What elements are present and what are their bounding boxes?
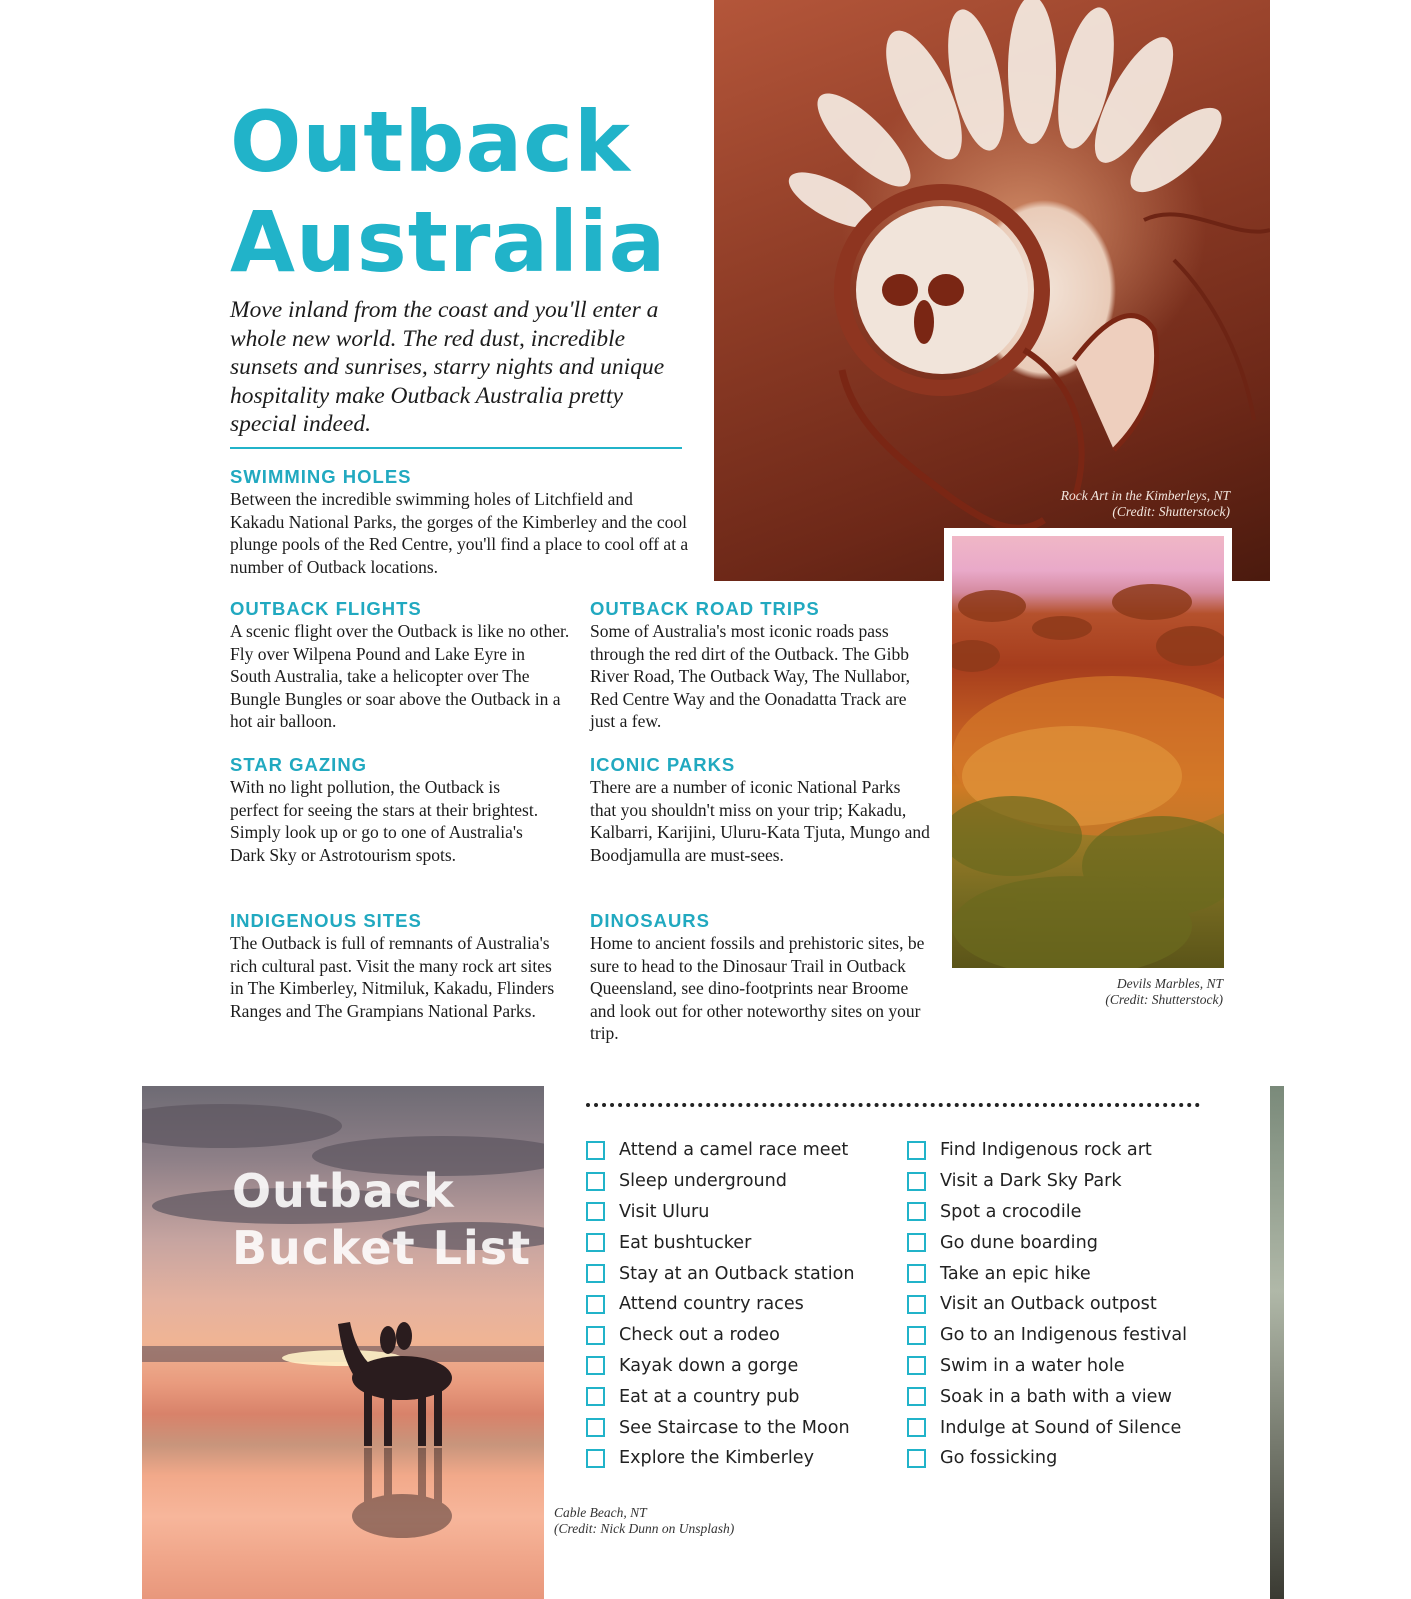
list-item[interactable] xyxy=(586,1135,896,1166)
checkbox[interactable] xyxy=(907,1387,926,1406)
checkbox[interactable] xyxy=(586,1233,605,1252)
section-heading: SWIMMING HOLES xyxy=(230,466,412,487)
list-item-label: Stay at an Outback station xyxy=(619,1263,855,1284)
list-item[interactable] xyxy=(907,1258,1217,1289)
checkbox[interactable] xyxy=(586,1326,605,1345)
checkbox[interactable] xyxy=(586,1172,605,1191)
checkbox[interactable] xyxy=(586,1449,605,1468)
caption-credit: (Credit: Nick Dunn on Unsplash) xyxy=(554,1521,735,1536)
bucket-list-title xyxy=(232,1163,531,1277)
list-item-label: Go to an Indigenous festival xyxy=(940,1325,1188,1346)
checkbox[interactable] xyxy=(907,1295,926,1314)
list-item-label: Eat bushtucker xyxy=(619,1232,752,1253)
section-body: A scenic flight over the Outback is like no other. Fly over Wilpena Pound and Lake Eyre in South Australia, take a helicopter over The Bungle Bungles or soar above the Outback in a hot air balloon. xyxy=(230,621,570,731)
dotted-divider xyxy=(586,1103,1200,1107)
checkbox[interactable] xyxy=(907,1172,926,1191)
section-body: The Outback is full of remnants of Australia's rich cultural past. Visit the many rock art sites in The Kimberley, Nitmiluk, Kakadu, Flinders Ranges and The Grampians National Parks. xyxy=(230,933,555,1021)
title-line-1: Outback xyxy=(230,93,631,191)
section-indigenous-sites xyxy=(230,910,560,1022)
caption-line: Rock Art in the Kimberleys, NT xyxy=(1060,488,1230,503)
list-item[interactable] xyxy=(907,1197,1217,1228)
section-body: Between the incredible swimming holes of Litchfield and Kakadu National Parks, the gorges of the Kimberley and the cool plunge pools of the Red Centre, you'll find a place to cool off at a number of Outback locations. xyxy=(230,489,689,577)
list-item-label: Go dune boarding xyxy=(940,1232,1098,1253)
list-item-label: Eat at a country pub xyxy=(619,1386,800,1407)
list-item-label: Indulge at Sound of Silence xyxy=(940,1417,1182,1438)
list-item[interactable] xyxy=(907,1443,1217,1474)
checkbox[interactable] xyxy=(907,1141,926,1160)
list-item[interactable] xyxy=(907,1289,1217,1320)
checkbox[interactable] xyxy=(586,1264,605,1283)
list-item-label: Attend a camel race meet xyxy=(619,1140,849,1161)
list-item-label: Sleep underground xyxy=(619,1171,787,1192)
checkbox[interactable] xyxy=(586,1387,605,1406)
cable-beach-caption xyxy=(554,1505,734,1537)
list-item-label: Visit a Dark Sky Park xyxy=(940,1171,1122,1192)
list-item[interactable] xyxy=(586,1351,896,1382)
caption-line: Devils Marbles, NT xyxy=(1116,976,1223,991)
list-item-label: See Staircase to the Moon xyxy=(619,1417,850,1438)
list-item[interactable] xyxy=(586,1227,896,1258)
list-item-label: Visit Uluru xyxy=(619,1201,710,1222)
list-item[interactable] xyxy=(907,1351,1217,1382)
bucket-title-line-2: Bucket List xyxy=(232,1221,532,1275)
checkbox[interactable] xyxy=(907,1202,926,1221)
rock-art-photo xyxy=(714,0,1270,581)
list-item[interactable] xyxy=(586,1166,896,1197)
adjacent-page-edge xyxy=(1270,1086,1284,1599)
checkbox[interactable] xyxy=(586,1418,605,1437)
list-item-label: Take an epic hike xyxy=(940,1263,1091,1284)
list-item-label: Visit an Outback outpost xyxy=(940,1294,1157,1315)
section-body: Home to ancient fossils and prehistoric sites, be sure to head to the Dinosaur Trail in Outback Queensland, see dino-footprints near Broome and look out for other noteworthy sites on your trip. xyxy=(590,933,925,1043)
list-item-label: Spot a crocodile xyxy=(940,1201,1082,1222)
bucket-list-right xyxy=(907,1135,1217,1474)
list-item-label: Check out a rodeo xyxy=(619,1325,780,1346)
title-line-2: Australia xyxy=(230,193,667,291)
list-item-label: Find Indigenous rock art xyxy=(940,1140,1152,1161)
list-item-label: Swim in a water hole xyxy=(940,1355,1125,1376)
list-item[interactable] xyxy=(586,1381,896,1412)
list-item-label: Soak in a bath with a view xyxy=(940,1386,1172,1407)
section-heading: OUTBACK ROAD TRIPS xyxy=(590,598,820,619)
list-item[interactable] xyxy=(586,1412,896,1443)
list-item[interactable] xyxy=(907,1320,1217,1351)
bucket-list-left xyxy=(586,1135,896,1474)
checkbox[interactable] xyxy=(907,1326,926,1345)
checkbox[interactable] xyxy=(907,1449,926,1468)
checkbox[interactable] xyxy=(586,1202,605,1221)
section-heading: OUTBACK FLIGHTS xyxy=(230,598,422,619)
section-dinosaurs xyxy=(590,910,930,1045)
section-body: With no light pollution, the Outback is perfect for seeing the stars at their brightest. Simply look up or go to one of Australia's Dark Sky or Astrotourism spots. xyxy=(230,777,539,865)
list-item-label: Kayak down a gorge xyxy=(619,1355,799,1376)
checkbox[interactable] xyxy=(586,1356,605,1375)
section-body: There are a number of iconic National Parks that you shouldn't miss on your trip; Kakadu, Kalbarri, Karijini, Uluru-Kata Tjuta, Mungo and Boodjamulla are must-sees. xyxy=(590,777,930,865)
checkbox[interactable] xyxy=(907,1233,926,1252)
list-item-label: Go fossicking xyxy=(940,1448,1058,1469)
list-item[interactable] xyxy=(907,1135,1217,1166)
caption-credit: (Credit: Shutterstock) xyxy=(1105,992,1223,1007)
list-item[interactable] xyxy=(907,1166,1217,1197)
caption-credit: (Credit: Shutterstock) xyxy=(1112,504,1230,519)
page-title xyxy=(230,92,666,292)
intro-paragraph: Move inland from the coast and you'll enter a whole new world. The red dust, incredible sunsets and sunrises, starry nights and unique hospitality make Outback Australia pretty special indeed. xyxy=(230,297,665,437)
checkbox[interactable] xyxy=(907,1418,926,1437)
section-swimming-holes xyxy=(230,466,690,578)
section-heading: DINOSAURS xyxy=(590,910,711,931)
section-heading: INDIGENOUS SITES xyxy=(230,910,422,931)
devils-marbles-caption xyxy=(1105,976,1223,1008)
section-heading: ICONIC PARKS xyxy=(590,754,736,775)
section-outback-flights xyxy=(230,598,570,733)
list-item-label: Explore the Kimberley xyxy=(619,1448,814,1469)
rock-art-caption xyxy=(1061,488,1230,520)
bucket-title-line-1: Outback xyxy=(232,1164,455,1218)
section-outback-road-trips xyxy=(590,598,930,733)
list-item[interactable] xyxy=(586,1320,896,1351)
list-item-label: Attend country races xyxy=(619,1294,804,1315)
section-body: Some of Australia's most iconic roads pass through the red dirt of the Outback. The Gibb River Road, The Outback Way, The Nullabor, Red Centre Way and the Oonadatta Track are just a few. xyxy=(590,621,910,731)
section-heading: STAR GAZING xyxy=(230,754,368,775)
checkbox[interactable] xyxy=(586,1141,605,1160)
section-star-gazing xyxy=(230,754,550,866)
list-item[interactable] xyxy=(907,1412,1217,1443)
list-item[interactable] xyxy=(907,1227,1217,1258)
list-item[interactable] xyxy=(907,1381,1217,1412)
section-iconic-parks xyxy=(590,754,930,866)
list-item[interactable] xyxy=(586,1289,896,1320)
caption-line: Cable Beach, NT xyxy=(554,1505,647,1520)
devils-marbles-photo xyxy=(952,536,1224,968)
list-item[interactable] xyxy=(586,1443,896,1474)
list-item[interactable] xyxy=(586,1197,896,1228)
landscape-illustration xyxy=(952,536,1224,968)
checkbox[interactable] xyxy=(907,1264,926,1283)
title-divider xyxy=(230,447,682,449)
checkbox[interactable] xyxy=(586,1295,605,1314)
checkbox[interactable] xyxy=(907,1356,926,1375)
list-item[interactable] xyxy=(586,1258,896,1289)
